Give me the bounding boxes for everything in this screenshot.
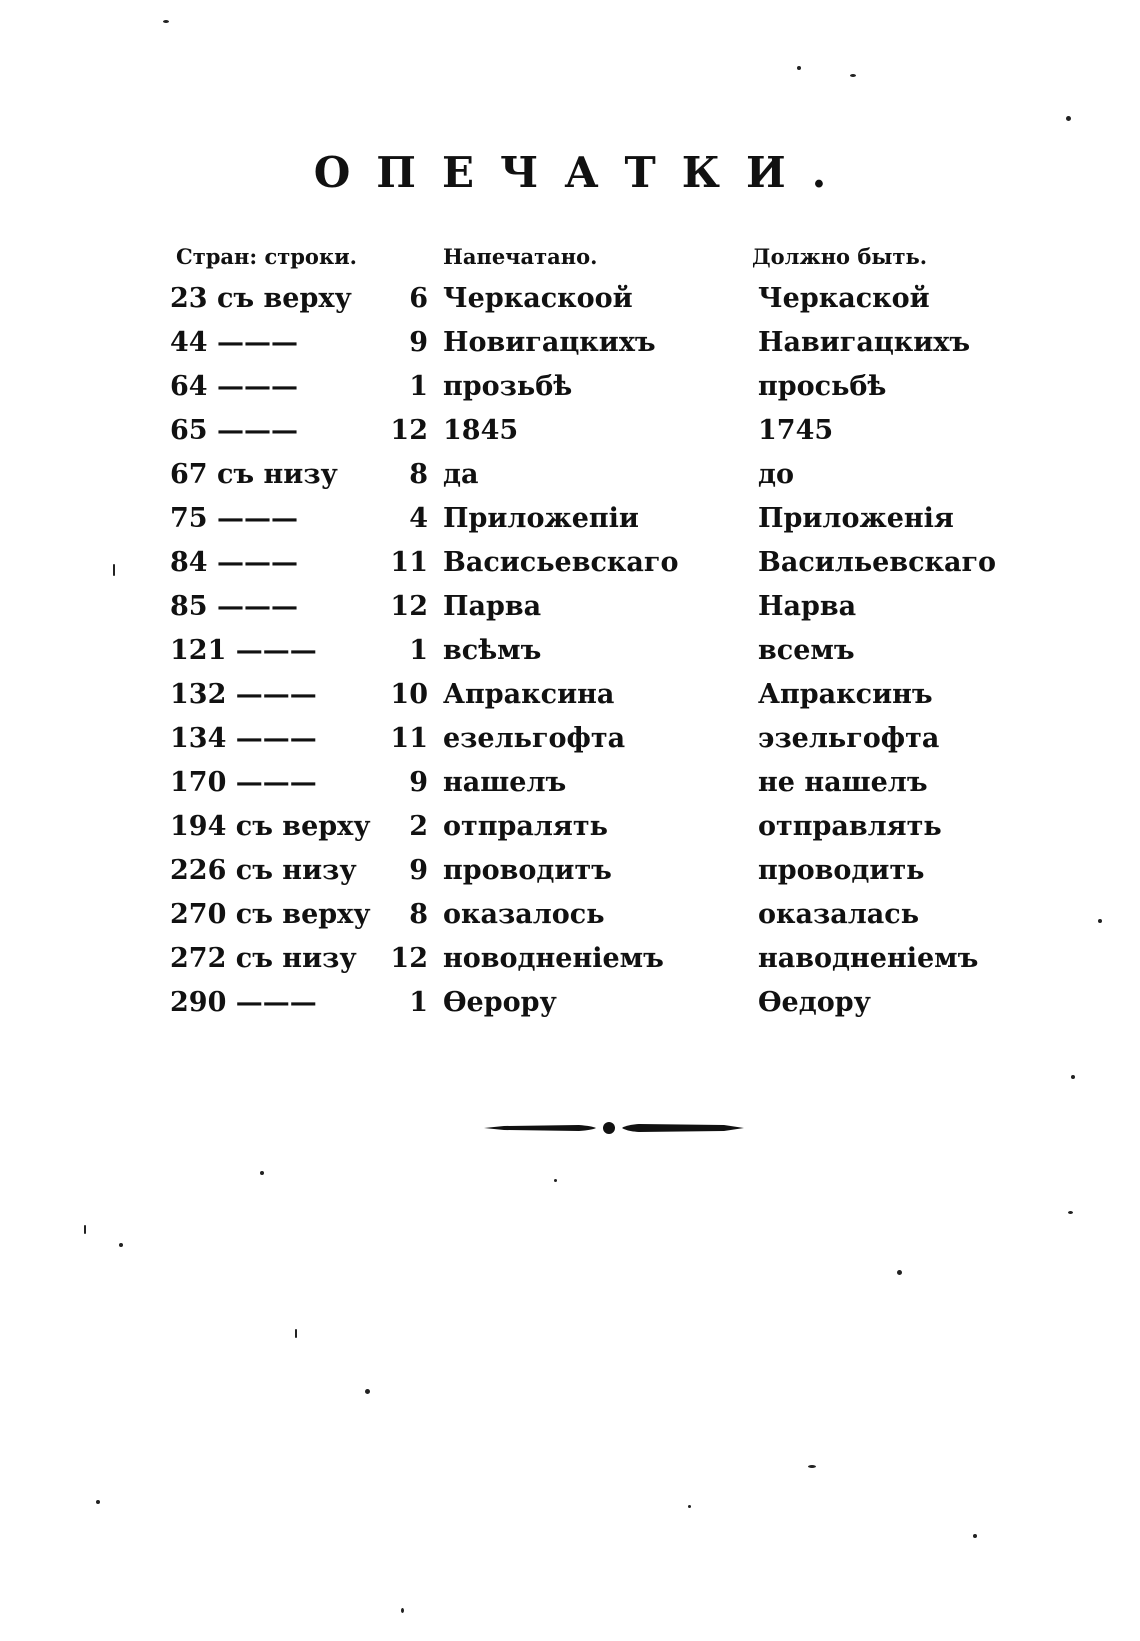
cell-line: 1 (409, 635, 428, 666)
scan-speck (1068, 1211, 1073, 1214)
table-row (0, 590, 1140, 634)
header-should-be: Должно быть. (752, 244, 928, 269)
table-row (0, 766, 1140, 810)
cell-printed: 1845 (443, 415, 519, 446)
cell-printed: Васисьевскаго (443, 547, 679, 578)
cell-line: 11 (390, 547, 428, 578)
cell-line: 10 (390, 679, 428, 710)
cell-printed: всѣмъ (443, 635, 542, 666)
cell-correct: Нарва (758, 591, 857, 622)
cell-printed: Апраксина (443, 679, 615, 710)
cell-correct: проводить (758, 855, 925, 886)
cell-correct: Өедору (758, 987, 871, 1018)
scan-speck (797, 66, 801, 70)
cell-correct: просьбѣ (758, 371, 887, 402)
cell-correct: Навигацкихъ (758, 327, 971, 358)
cell-page: 67 съ низу (170, 459, 338, 490)
cell-line: 12 (390, 943, 428, 974)
table-row (0, 546, 1140, 590)
header-page-line: Стран: строки. (176, 244, 357, 269)
table-row (0, 282, 1140, 326)
cell-correct: до (758, 459, 795, 490)
cell-printed: Өерору (443, 987, 557, 1018)
table-row (0, 810, 1140, 854)
column-headers (0, 244, 1140, 274)
errata-table (0, 282, 1140, 1030)
table-row (0, 634, 1140, 678)
scan-speck (1071, 1075, 1075, 1079)
cell-printed: езельгофта (443, 723, 626, 754)
cell-page: 270 съ верху (170, 899, 371, 930)
cell-line: 8 (409, 459, 428, 490)
cell-page: 134 ——— (170, 723, 317, 754)
scan-speck (973, 1534, 977, 1538)
header-printed: Напечатано. (443, 244, 598, 269)
cell-line: 8 (409, 899, 428, 930)
cell-correct: Черкаской (758, 283, 930, 314)
scan-speck (1066, 116, 1071, 121)
cell-correct: Приложенія (758, 503, 954, 534)
scan-speck (260, 1171, 264, 1175)
table-row (0, 326, 1140, 370)
page-title: ОПЕЧАТКИ. (313, 148, 853, 197)
table-row (0, 942, 1140, 986)
cell-page: 84 ——— (170, 547, 298, 578)
cell-correct: оказалась (758, 899, 920, 930)
scan-speck (554, 1179, 557, 1182)
table-row (0, 986, 1140, 1030)
cell-line: 4 (409, 503, 428, 534)
cell-printed: оказалось (443, 899, 605, 930)
cell-line: 1 (409, 371, 428, 402)
ornament-divider-icon (484, 1118, 744, 1138)
cell-printed: да (443, 459, 479, 490)
cell-page: 290 ——— (170, 987, 317, 1018)
table-row (0, 458, 1140, 502)
cell-page: 44 ——— (170, 327, 298, 358)
cell-line: 9 (409, 855, 428, 886)
scan-speck (84, 1225, 86, 1234)
cell-page: 23 съ верху (170, 283, 352, 314)
cell-correct: Васильевскаго (758, 547, 997, 578)
table-row (0, 370, 1140, 414)
table-row (0, 854, 1140, 898)
cell-correct: Апраксинъ (758, 679, 933, 710)
cell-printed: Приложепіи (443, 503, 639, 534)
cell-correct: наводненіемъ (758, 943, 979, 974)
scan-speck (688, 1505, 691, 1508)
scan-speck (119, 1243, 123, 1247)
cell-page: 121 ——— (170, 635, 317, 666)
cell-page: 75 ——— (170, 503, 298, 534)
cell-correct: эзельгофта (758, 723, 940, 754)
table-row (0, 502, 1140, 546)
scan-speck (1098, 919, 1102, 923)
scan-speck (850, 74, 856, 77)
cell-page: 132 ——— (170, 679, 317, 710)
cell-page: 65 ——— (170, 415, 298, 446)
scan-speck (295, 1329, 297, 1338)
cell-correct: не нашелъ (758, 767, 928, 798)
scan-speck (96, 1500, 100, 1504)
scan-speck (113, 564, 115, 576)
cell-line: 6 (409, 283, 428, 314)
cell-line: 9 (409, 327, 428, 358)
cell-page: 64 ——— (170, 371, 298, 402)
scan-speck (808, 1465, 816, 1468)
cell-page: 272 съ низу (170, 943, 357, 974)
scan-speck (897, 1270, 902, 1275)
cell-printed: проводитъ (443, 855, 612, 886)
cell-correct: 1745 (758, 415, 834, 446)
cell-printed: нашелъ (443, 767, 567, 798)
cell-page: 194 съ верху (170, 811, 371, 842)
cell-line: 11 (390, 723, 428, 754)
cell-printed: Парва (443, 591, 542, 622)
cell-page: 85 ——— (170, 591, 298, 622)
cell-correct: всемъ (758, 635, 855, 666)
cell-line: 1 (409, 987, 428, 1018)
cell-printed: отпралять (443, 811, 608, 842)
cell-line: 9 (409, 767, 428, 798)
cell-page: 170 ——— (170, 767, 317, 798)
table-row (0, 678, 1140, 722)
cell-printed: новодненіемъ (443, 943, 664, 974)
cell-line: 2 (409, 811, 428, 842)
scan-speck (163, 20, 169, 23)
cell-correct: отправлять (758, 811, 942, 842)
cell-page: 226 съ низу (170, 855, 357, 886)
table-row (0, 898, 1140, 942)
cell-printed: Черкаскоой (443, 283, 633, 314)
cell-printed: Новигацкихъ (443, 327, 656, 358)
table-row (0, 722, 1140, 766)
cell-printed: прозьбѣ (443, 371, 573, 402)
table-row (0, 414, 1140, 458)
scan-speck (401, 1608, 404, 1613)
cell-line: 12 (390, 415, 428, 446)
cell-line: 12 (390, 591, 428, 622)
scan-speck (365, 1389, 370, 1394)
